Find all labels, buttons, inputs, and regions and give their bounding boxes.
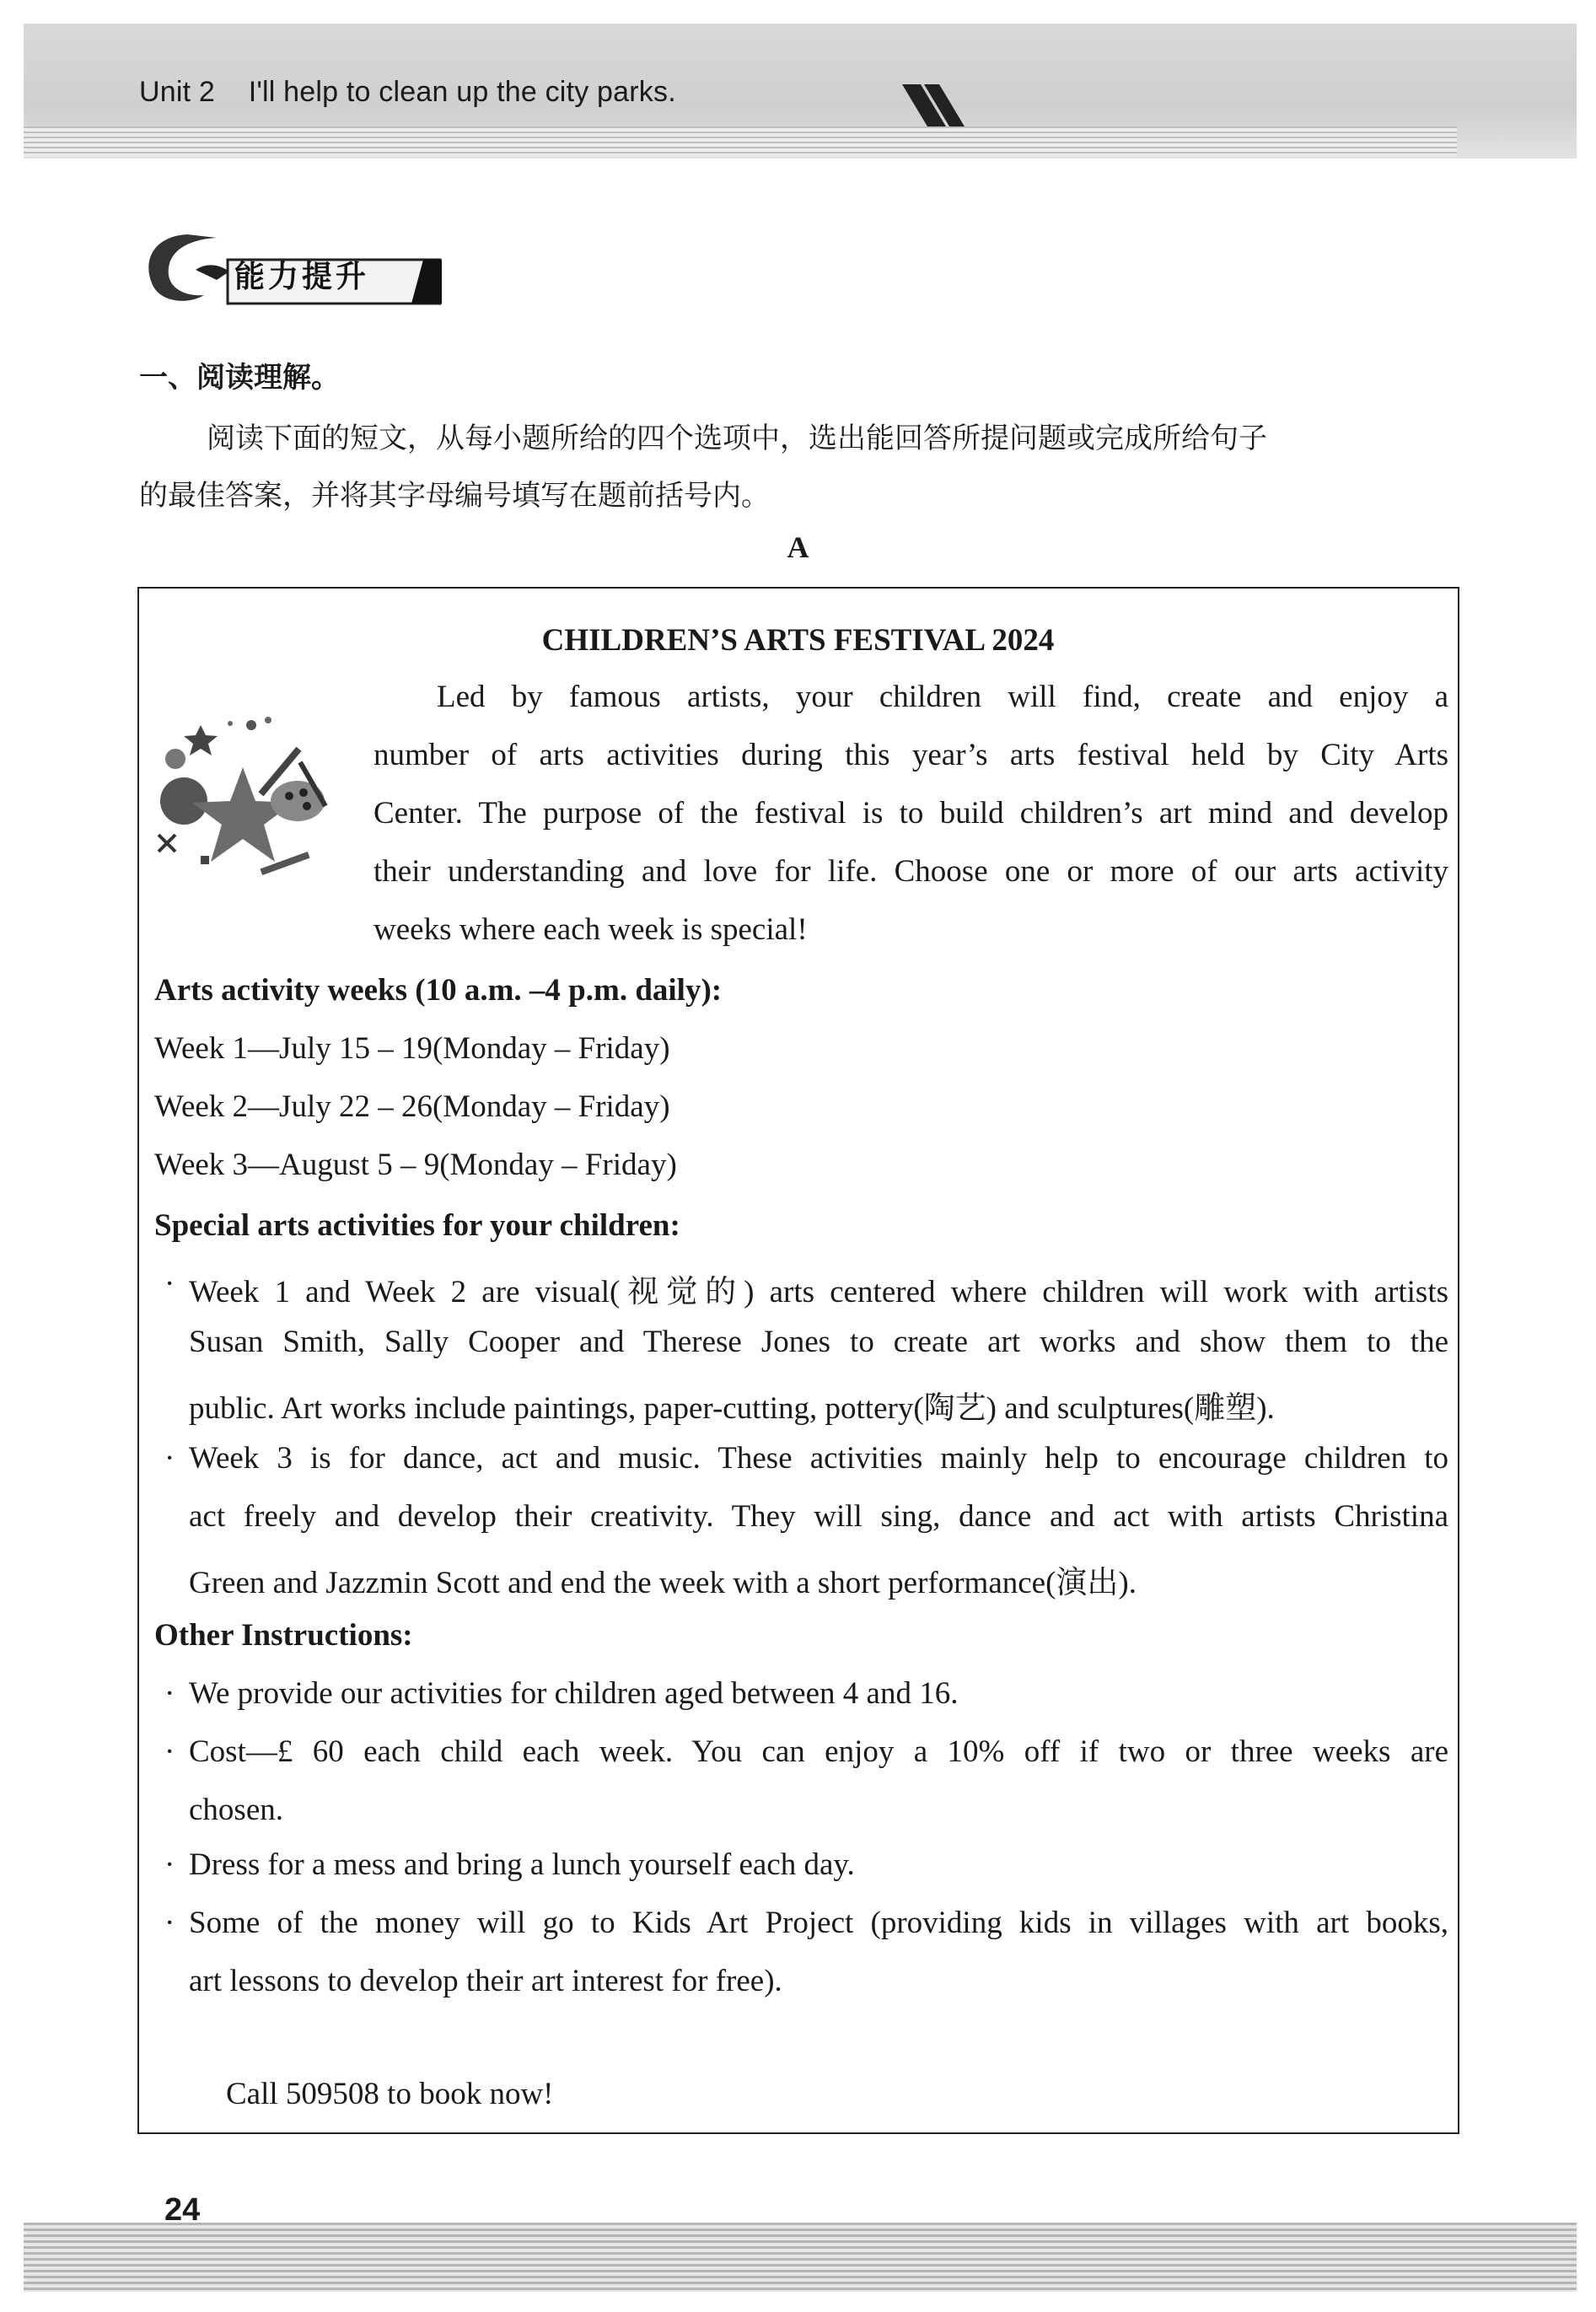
- week-item: Week 1—July 15 – 19(Monday – Friday): [154, 1031, 670, 1066]
- other-item-line: Some of the money will go to Kids Art Project (providing kids in villages with art books,: [189, 1906, 1448, 1940]
- other-item-line: art lessons to develop their art interest for free).: [189, 1964, 782, 1998]
- bullet-dot: ·: [164, 1676, 175, 1711]
- week-item: Week 2—July 22 – 26(Monday – Friday): [154, 1089, 670, 1124]
- bullet-dot: ·: [164, 1441, 175, 1476]
- call-to-action: Call 509508 to book now!: [226, 2077, 554, 2111]
- running-header: [139, 76, 676, 109]
- unit-label: Unit 2: [139, 76, 216, 108]
- page-number: 24: [164, 2192, 201, 2228]
- special-item-line: Week 1 and Week 2 are visual(视觉的) arts centered where children will work with artists: [189, 1275, 1448, 1309]
- other-heading: Other Instructions:: [154, 1618, 413, 1653]
- intro-line: number of arts activities during this year’s arts festival held by City Arts: [373, 738, 1448, 772]
- bullet-dot: ·: [164, 1734, 175, 1769]
- page-footer-band: [24, 2223, 1577, 2292]
- special-heading: Special arts activities for your children:: [154, 1208, 680, 1243]
- instruction-line-1: 阅读下面的短文，从每小题所给的四个选项中，选出能回答所提问题或完成所给句子: [207, 422, 1267, 455]
- special-item-line: act freely and develop their creativity. They will sing, dance and act with artists Christina: [189, 1499, 1448, 1534]
- intro-line: Led by famous artists, your children will find, create and enjoy a: [437, 680, 1448, 714]
- header-stripes: [24, 126, 1457, 157]
- special-item-line: Susan Smith, Sally Cooper and Therese Jones to create art works and show them to the: [189, 1325, 1448, 1359]
- passage-letter: A: [787, 530, 809, 564]
- weeks-heading: Arts activity weeks (10 a.m. –4 p.m. daily):: [154, 973, 723, 1008]
- passage-title: CHILDREN’S ARTS FESTIVAL 2024: [541, 623, 1055, 658]
- special-item-line: Week 3 is for dance, act and music. These activities mainly help to encourage children to: [189, 1441, 1448, 1476]
- intro-line: their understanding and love for life. Choose one or more of our arts activity: [373, 854, 1448, 889]
- unit-title: I'll help to clean up the city parks.: [248, 76, 676, 108]
- intro-line: weeks where each week is special!: [373, 912, 808, 947]
- other-item-line: We provide our activities for children aged between 4 and 16.: [189, 1676, 959, 1711]
- other-item-line: Cost—£ 60 each child each week. You can enjoy a 10% off if two or three weeks are: [189, 1734, 1448, 1769]
- special-item-line: public. Art works include paintings, paper-cutting, pottery(陶艺) and sculptures(雕塑).: [189, 1391, 1275, 1426]
- week-item: Week 3—August 5 – 9(Monday – Friday): [154, 1148, 677, 1182]
- bullet-dot: ·: [164, 1906, 175, 1940]
- section-badge-label: 能力提升: [234, 260, 370, 294]
- art-supplies-illustration: [150, 708, 344, 894]
- bullet-dot: ·: [164, 1266, 175, 1301]
- section-heading: 一、阅读理解。: [139, 361, 340, 395]
- instruction-line-2: 的最佳答案，并将其字母编号填写在题前括号内。: [139, 479, 770, 513]
- intro-line: Center. The purpose of the festival is to build children’s art mind and develop: [373, 796, 1448, 831]
- header-slash-decoration: [902, 84, 970, 126]
- bullet-dot: ·: [164, 1847, 175, 1882]
- other-item-line: Dress for a mess and bring a lunch yourself each day.: [189, 1847, 855, 1882]
- special-item-line: Green and Jazzmin Scott and end the week with a short performance(演出).: [189, 1566, 1137, 1600]
- other-item-line: chosen.: [189, 1793, 283, 1827]
